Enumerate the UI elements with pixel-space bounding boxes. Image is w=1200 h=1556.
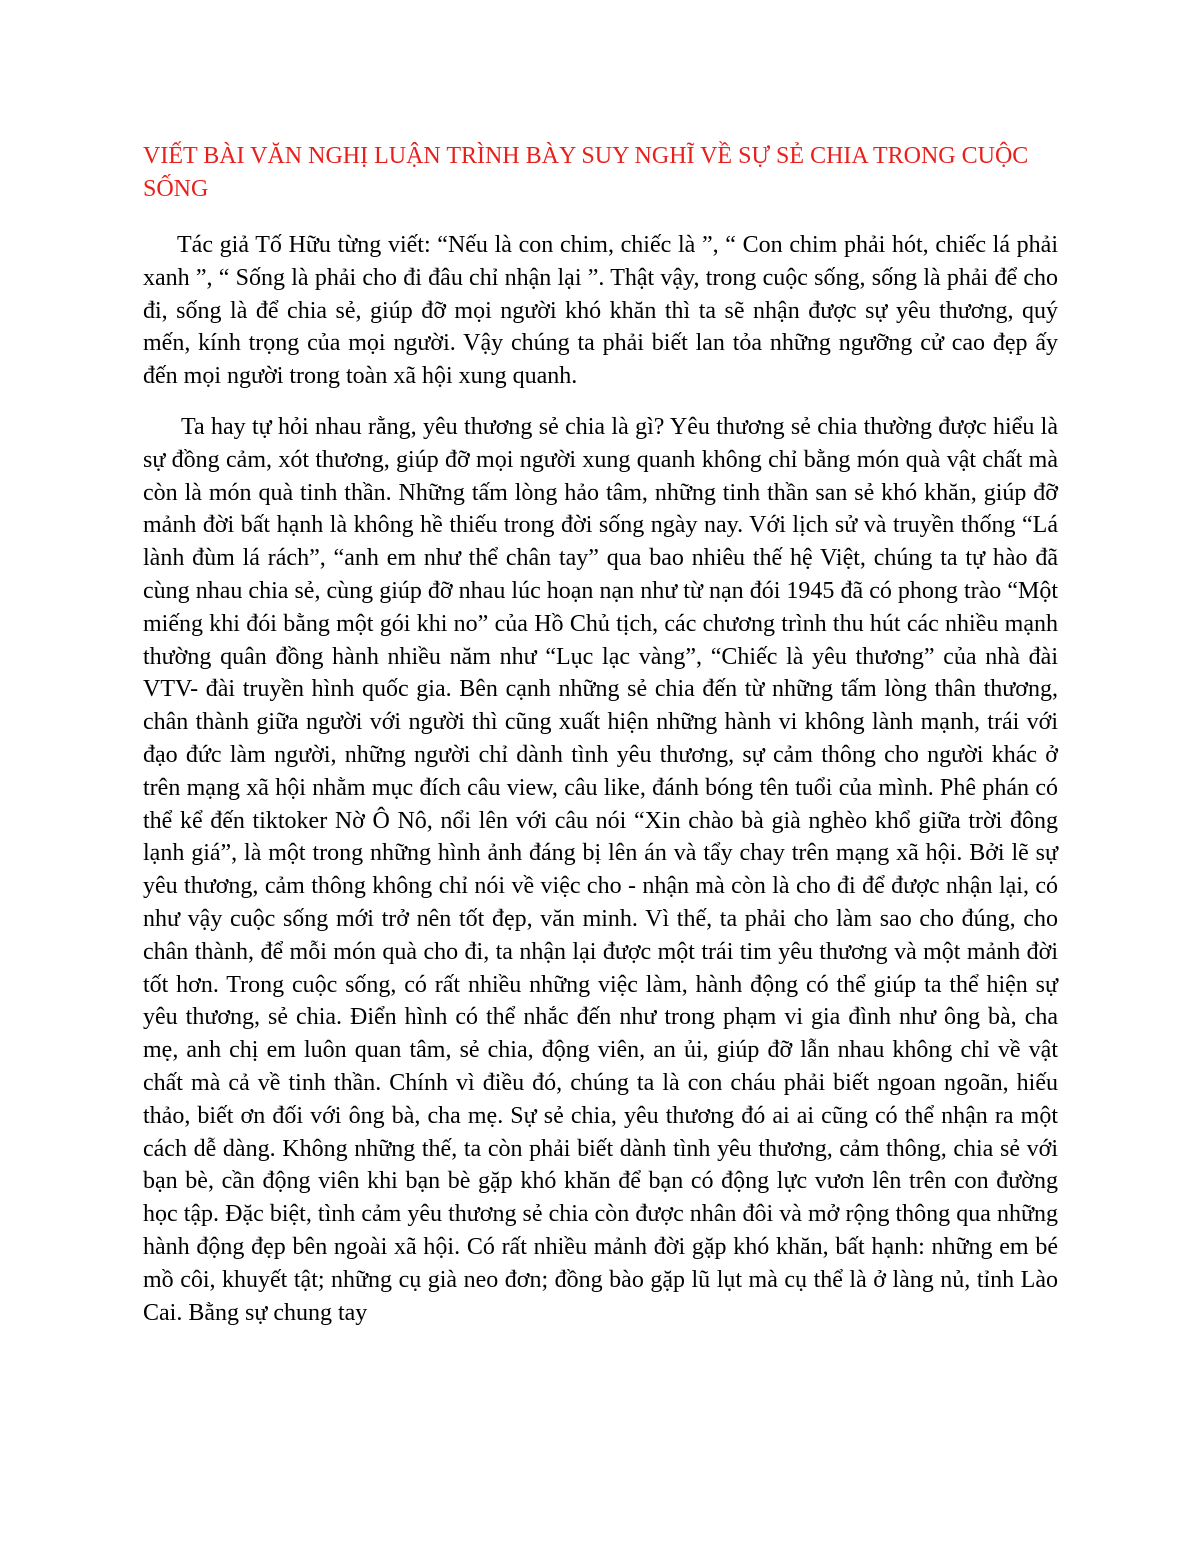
paragraph-body: Ta hay tự hỏi nhau rằng, yêu thương sẻ chia là gì? Yêu thương sẻ chia thường được hiểu là sự đồng cảm, xót thương, giúp đỡ mọi người xung quanh không chỉ bằng món quà vật chất mà còn là món quà tinh thần. Những tấm lòng hảo tâm, những tinh thần san sẻ khó khăn, giúp đỡ mảnh đời bất hạnh là không hề thiếu trong đời sống ngày nay. Với lịch sử và truyền thống “Lá lành đùm lá rách”, “anh em như thể chân tay” qua bao nhiêu thế hệ Việt, chúng ta tự hào đã cùng nhau chia sẻ, cùng giúp đỡ nhau lúc hoạn nạn như từ nạn đói 1945 đã có phong trào “Một miếng khi đói bằng một gói khi no” của Hồ Chủ tịch, các chương trình thu hút các nhiều mạnh thường quân đồng hành nhiều năm như “Lục lạc vàng”, “Chiếc là yêu thương” của nhà đài VTV- đài truyền hình quốc gia. Bên cạnh những sẻ chia đến từ những tấm lòng thân thương, chân thành giữa người với người thì cũng xuất hiện những hành vi không lành mạnh, trái với đạo đức làm người, những người chỉ dành tình yêu thương, sự cảm thông cho người khác ở trên mạng xã hội nhằm mục đích câu view, câu like, đánh bóng tên tuổi của mình. Phê phán có thể kể đến tiktoker Nờ Ô Nô, nổi lên với câu nói “Xin chào bà già nghèo khổ giữa trời đông lạnh giá”, là một trong những hình ảnh đáng bị lên án và tẩy chay trên mạng xã hội. Bởi lẽ sự yêu thương, cảm thông không chỉ nói về việc cho - nhận mà còn là cho đi để được nhận lại, có như vậy cuộc sống mới trở nên tốt đẹp, văn minh. Vì thế, ta phải cho làm sao cho đúng, cho chân thành, để mỗi món quà cho đi, ta nhận lại được một trái tim yêu thương và một mảnh đời tốt hơn. Trong cuộc sống, có rất nhiều những việc làm, hành động có thể giúp ta thể hiện sự yêu thương, sẻ chia. Điển hình có thể nhắc đến như trong phạm vi gia đình như ông bà, cha mẹ, anh chị em luôn quan tâm, sẻ chia, động viên, an ủi, giúp đỡ lẫn nhau không chỉ về vật chất mà cả về tinh thần. Chính vì điều đó, chúng ta là con cháu phải biết ngoan ngoãn, hiếu thảo, biết ơn đối với ông bà, cha mẹ. Sự sẻ chia, yêu thương đó ai ai cũng có thể nhận ra một cách dễ dàng. Không những thế, ta còn phải biết dành tình yêu thương, cảm thông, chia sẻ với bạn bè, cần động viên khi bạn bè gặp khó khăn để bạn có động lực vươn lên trên con đường học tập. Đặc biệt, tình cảm yêu thương sẻ chia còn được nhân đôi và mở rộng thông qua những hành động đẹp bên ngoài xã hội. Có rất nhiều mảnh đời gặp khó khăn, bất hạnh: những em bé mồ côi, khuyết tật; những cụ già neo đơn; đồng bào gặp lũ lụt mà cụ thể là ở làng nủ, tỉnh Lào Cai. Bằng sự chung tay	[143, 413, 1058, 1326]
document-title: VIẾT BÀI VĂN NGHỊ LUẬN TRÌNH BÀY SUY NGHĨ VỀ SỰ SẺ CHIA TRONG CUỘC SỐNG	[143, 143, 1029, 202]
paragraph-intro: Tác giả Tố Hữu từng viết: “Nếu là con chim, chiếc là ”, “ Con chim phải hót, chiếc lá phải xanh ”, “ Sống là phải cho đi đâu chỉ nhận lại ”. Thật vậy, trong cuộc sống, sống là phải để cho đi, sống là để chia sẻ, giúp đỡ mọi người khó khăn thì ta sẽ nhận được sự yêu thương, quý mến, kính trọng của mọi người. Vậy chúng ta phải biết lan tỏa những ngưỡng cử cao đẹp ấy đến mọi người trong toàn xã hội xung quanh.	[143, 232, 1058, 390]
document-body	[143, 140, 1058, 1329]
